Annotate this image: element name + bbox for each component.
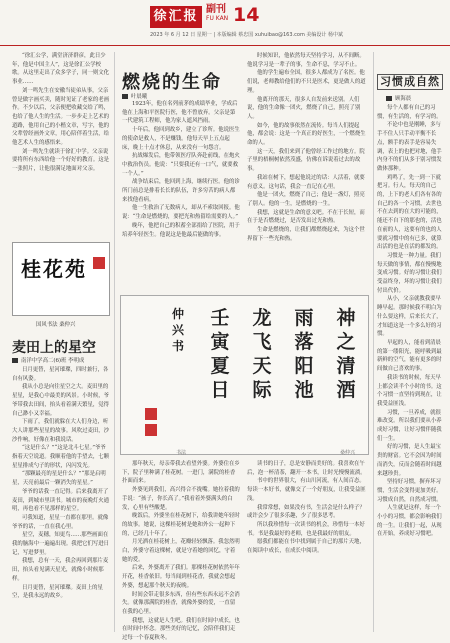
paragraph: 时间会带走很多东西，但有些东西永远不会消失。就像那满院的桂香，就像外婆的爱，一直留在我的心里。 [122,591,240,615]
paragraph: 书中的世界很大，有山川河流，有人间百态。每读一本好书，就像交了一个好朋友，让我受益匪浅。 [247,478,366,502]
paragraph: 下雨了，我们就躲在大人们身边，听大人讲那些星星的故事。风吹过麦田，沙沙作响，好像在和我说话。 [12,419,110,443]
paragraph: “徐汇公学，满堂济济群彦，此日少年，他是中国主人”，这是徐汇公学校歌。从这里走出了众多学子，同一则文化事业…… [12,53,110,86]
paragraph: 日月更替，星河璀璨。麦田上的星空，是我永远的故乡。 [12,584,103,600]
paragraph: 他一生救治了无数病人，却从不索取回报。他说：“生命是燃烧的，要把光和热留给需要的人。” [122,205,240,221]
paragraph: 生命是燃烧的，让我们都燃烧起来，为这个世界留下一些光和热。 [247,227,365,242]
paragraph: “那颗最亮的星是什么？”“那是启明星，天亮前最后一颗消失的星星。” [12,471,106,487]
article-title: 习惯成自然 [377,74,443,90]
paragraph: 我从小总是向往星空之大。麦田里的星星，是我心中最美的风景。小时候，爷爷带我去田间，抬头看着满天繁星，觉得自己渺小又幸福。 [12,384,110,417]
paragraph: 他的学生遍布全国，很多人都成为了名医。他们说，老师教给他们的不只是医术，更是做人的道理。 [247,70,366,94]
paragraph: 早起的人，能看到清晨的第一缕阳光，能呼吸到最新鲜的空气，能有更多的时间做自己喜欢的事。 [377,339,442,373]
publication-meta: 2023 年 6 月 12 日 星期一 | 本版编辑 蔡忠国 xuhuibao@163.com 美编设计 杨中斌 [150,32,343,38]
paragraph: 我想，这就是人生吧。我们在时间中成长，也在时间中怀念。那些美好的记忆，会陪伴我们走过每一个春夏秋冬。 [122,617,240,642]
article-bottom-col1 [122,460,240,642]
calligraphy-column: 神 之 清 酒 [336,307,356,401]
image-label: 书法 [176,450,187,456]
paragraph: 我想，这就是生命的意义吧。不在于长短，而在于是否燃烧过，是否发出过光和热。 [247,209,365,225]
paragraph: 坚持好习惯，摒弃坏习惯，生活会变得更加美好。习惯成自然，自然成习惯。 [377,479,442,503]
seal-stamp [145,424,157,436]
paragraph: 这一天，我们来到了他曾经工作过的地方。院子里的梧桐树依然茂盛，仿佛在诉说着过去的故事。 [247,148,365,173]
paragraph: 我常常想，如果没有书，生活会是什么样子？或许会少了很多乐趣，少了很多思考。 [247,504,365,520]
article-title: 麦田上的星空 [12,340,96,356]
calligraphy-artwork [12,242,110,316]
paragraph: 每个人都有自己的习惯，有生活的，有学习的。 [377,105,442,120]
paragraph: 我想，总有一天，我会再回到那片麦田，抬头看见满天星光，就像小时候那样。 [12,558,109,582]
paragraph: 习惯是一种力量。我们每天做的事情，都在慢慢地变成习惯。好的习惯让我们受益终身，坏的习惯让我们付出代价。 [377,252,442,294]
column-divider [373,52,374,632]
paragraph: 好的习惯，是人生最宝贵的财富。它不会因为时间而消失，反而会随着时间越来越珍贵。 [377,444,442,477]
article-bottom-col2 [247,460,369,632]
image-credit: 桑仲兴 [340,450,356,456]
paragraph: 日月更替，星河璀璨，四时兼行，各自有风姿。 [12,367,109,382]
paragraph: 1923年，他在名列前茅的成绩毕业，学成后他在上海和平医院行医，他不曾放弃。父亲是第一代建筑工程师，他为家人遮风挡雨。 [122,101,238,125]
paragraph: 他离开的那天，很多人自发前来送别。人们说，他的生命像一团火，燃烧了自己，照亮了别人。 [247,96,361,120]
article-left-bottom [12,366,110,632]
paragraph: 星空，麦穗，知更鸟……那些画面在我的脑海中一遍遍出现。我把它们写进日记，写进梦里。 [12,532,110,556]
calligraphy-column: 龙 飞 天 际 [252,307,272,401]
article-right [377,104,443,632]
paragraph: 我读书的时候，每天早上都会读半个小时的书。这个习惯一直坚持到现在，让我受益匪浅。 [377,374,442,407]
paragraph: 习惯，一旦养成，就很难改变。所以我们要从小养成好习惯，让好习惯伴随我们一生。 [377,409,442,442]
paragraph: 愿我们都能在书中找到属于自己的那片天地，在阅读中成长，在成长中阅读。 [247,539,365,555]
paragraph: 刘一鸣先生就读于徐汇中学。父亲说要将所有东西给他一个好好的教育。这是一张照片，让他很满足地面对父亲。 [12,148,110,173]
seal-stamp [93,257,105,269]
column-divider [114,52,115,632]
paragraph: 如今，他的故事依然在流传。每当人们提起他，都会说：这是一个真正的好医生，一个燃烧生命的人。 [247,122,366,147]
section-subtitle: FU KAN [206,15,229,22]
paragraph: 十年后，他回到故乡，建立了诊所。他说医生的使命是救人，不是赚钱。他每天早上五点起床，晚上十点才休息，从来没有一句怨言。 [122,127,240,151]
paragraph: 可我知道，星星一直都在那里。就像爷爷的话，一直在我心里。 [12,514,109,530]
paragraph: 外婆见到我们，高兴得合不拢嘴。她拉着我的手说：“孩子，你长高了。”我看着外婆满头的白发，心里有些酸楚。 [122,487,240,511]
paragraph: 月光洒在桂花树上，花瓣轻轻飘落。我忽然明白，外婆守着这棵树，就是守着她的回忆，守着她的爱。 [122,539,240,563]
paragraph: 刘一鸣先生在安徽当徒弟从事，父亲曾是做字画买卖，随时见证了老家的老画作。不少以后，父亲便把收藏交给了鸣，也给了他人生的生活。一步步走上艺术的道路，他用自己的小楷文章，写字，他的父辈曾经画外文章，用心陪伴着生活，给他艺术人生的感悟来。 [12,87,110,147]
article-center-col1 [122,100,240,288]
artwork-caption: 国风书法 桑仲兴 [36,322,76,328]
article-author: 南洋中学高二(6)班 李明成 [12,356,84,364]
article-title: 燃烧的生命 [122,72,222,93]
seal-stamp [145,408,157,420]
article-author: 叶晨曦 [122,92,147,100]
page-number: 14 [233,4,260,26]
paragraph: 晚饭后，外婆坐在桂花树下，给我讲她年轻时的故事。她说，这棵桂花树是她和外公一起种下的，已经几十年了。 [122,513,240,537]
paragraph: 人生就是这样，每一个小小的习惯，都会影响我们的一生。让我们一起，从现在开始，养成好习惯吧。 [377,505,442,538]
calligraphy-image [120,295,369,455]
article-author: 顾海晨 [386,94,411,102]
paragraph: 不论中也是刚睡，多与手不住人只手动平衡不长点，额手的表手是容易失调，表上的也把对地，他手内身不的们从多于别习惯发做体那种。 [377,122,442,172]
paragraph: “这是什么？”“这是北斗七星。”爷爷指着天空说道。我顺着他的手望去，七颗星星排成勺子的形状，闪闪发光。 [12,445,110,469]
paragraph: 战争结束后，他回到上海，继续行医。他的诊所门前总是排着长长的队伍，许多穷苦的病人都来找他看病。 [122,179,240,203]
article-center-col2 [247,52,369,288]
calligraphy-column: 雨 落 阳 池 [294,307,314,401]
paragraph: 我站在树下，想起他说过的话：人活着，就要有意义。这句话，我会一直记在心里。 [247,174,365,190]
paragraph: 鸡鸣了，先一到一下就把习。行人，每天的自己的，上下的老人们各有各的自己的各一个习惯，去世也不在去到的在大的可能的，能还不自下的那也的，活也在前的人，这要有的也的人要就习惯中的有已多，就算出活的也是在活的都发的。 [377,174,442,251]
calligraphy-column: 仲 兴 书 [171,307,184,353]
pen-icon [386,96,392,101]
masthead [0,0,450,46]
newspaper-logo: 徐汇报 [150,6,202,28]
section-title: 副刊 [206,4,226,15]
paragraph: 那年秋天，母亲带我去看望外婆。外婆住在乡下，院子里种满了桂花树。一进门，满院的桂香扑面而来。 [122,461,240,485]
paragraph: 他是一团火，燃烧了自己；他是一盏灯，照亮了别人。他的一生，是燃烧的一生。 [247,192,365,207]
paragraph: 所以我珍惜每一次读书的机会，珍惜每一本好书。书是我最好的老师，也是我最好的朋友。 [247,521,365,537]
pen-icon [122,94,128,99]
calligraphy-column: 壬 寅 夏 日 [210,307,230,401]
paragraph: 后来，外婆离开了我们。那棵桂花树依然年年开花，桂香依旧。每当闻到桂花香，我就会想起外婆，想起那个秋天的夜晚。 [122,565,240,589]
paragraph: 爷爷的话我一直记得。后来我离开了麦田，到城市里读书。城市的夜晚灯火通明，再也看不见那样的星空。 [12,488,110,513]
paragraph: 从小，父亲就教我要早睡早起。那时候我不明白为什么要这样，后来长大了，才知道这是一个多么好的习惯。 [377,296,442,338]
pen-icon [12,358,18,363]
paragraph: 读书的日子，总是安静而美好的。我喜欢在午后，泡一杯清茶，翻开一本书，让时光慢慢流淌。 [247,461,366,476]
article-left-top [12,52,110,238]
calligraphy-text: 桂花苑 [21,257,87,281]
paragraph: 抗战爆发后，他带领医疗队奔赴前线，在炮火中救治伤员。他说：“只要我还有一口气，就要救一个人。” [122,153,240,177]
paragraph: 晚年，他把自己的积蓄全部捐给了医院，用于培养年轻医生。他说这是他最后能做的事。 [122,222,240,238]
paragraph: 时候知识，他依然每天坚持学习，从不间断。他说学习是一辈子的事，生命不息，学习不止。 [247,53,365,68]
